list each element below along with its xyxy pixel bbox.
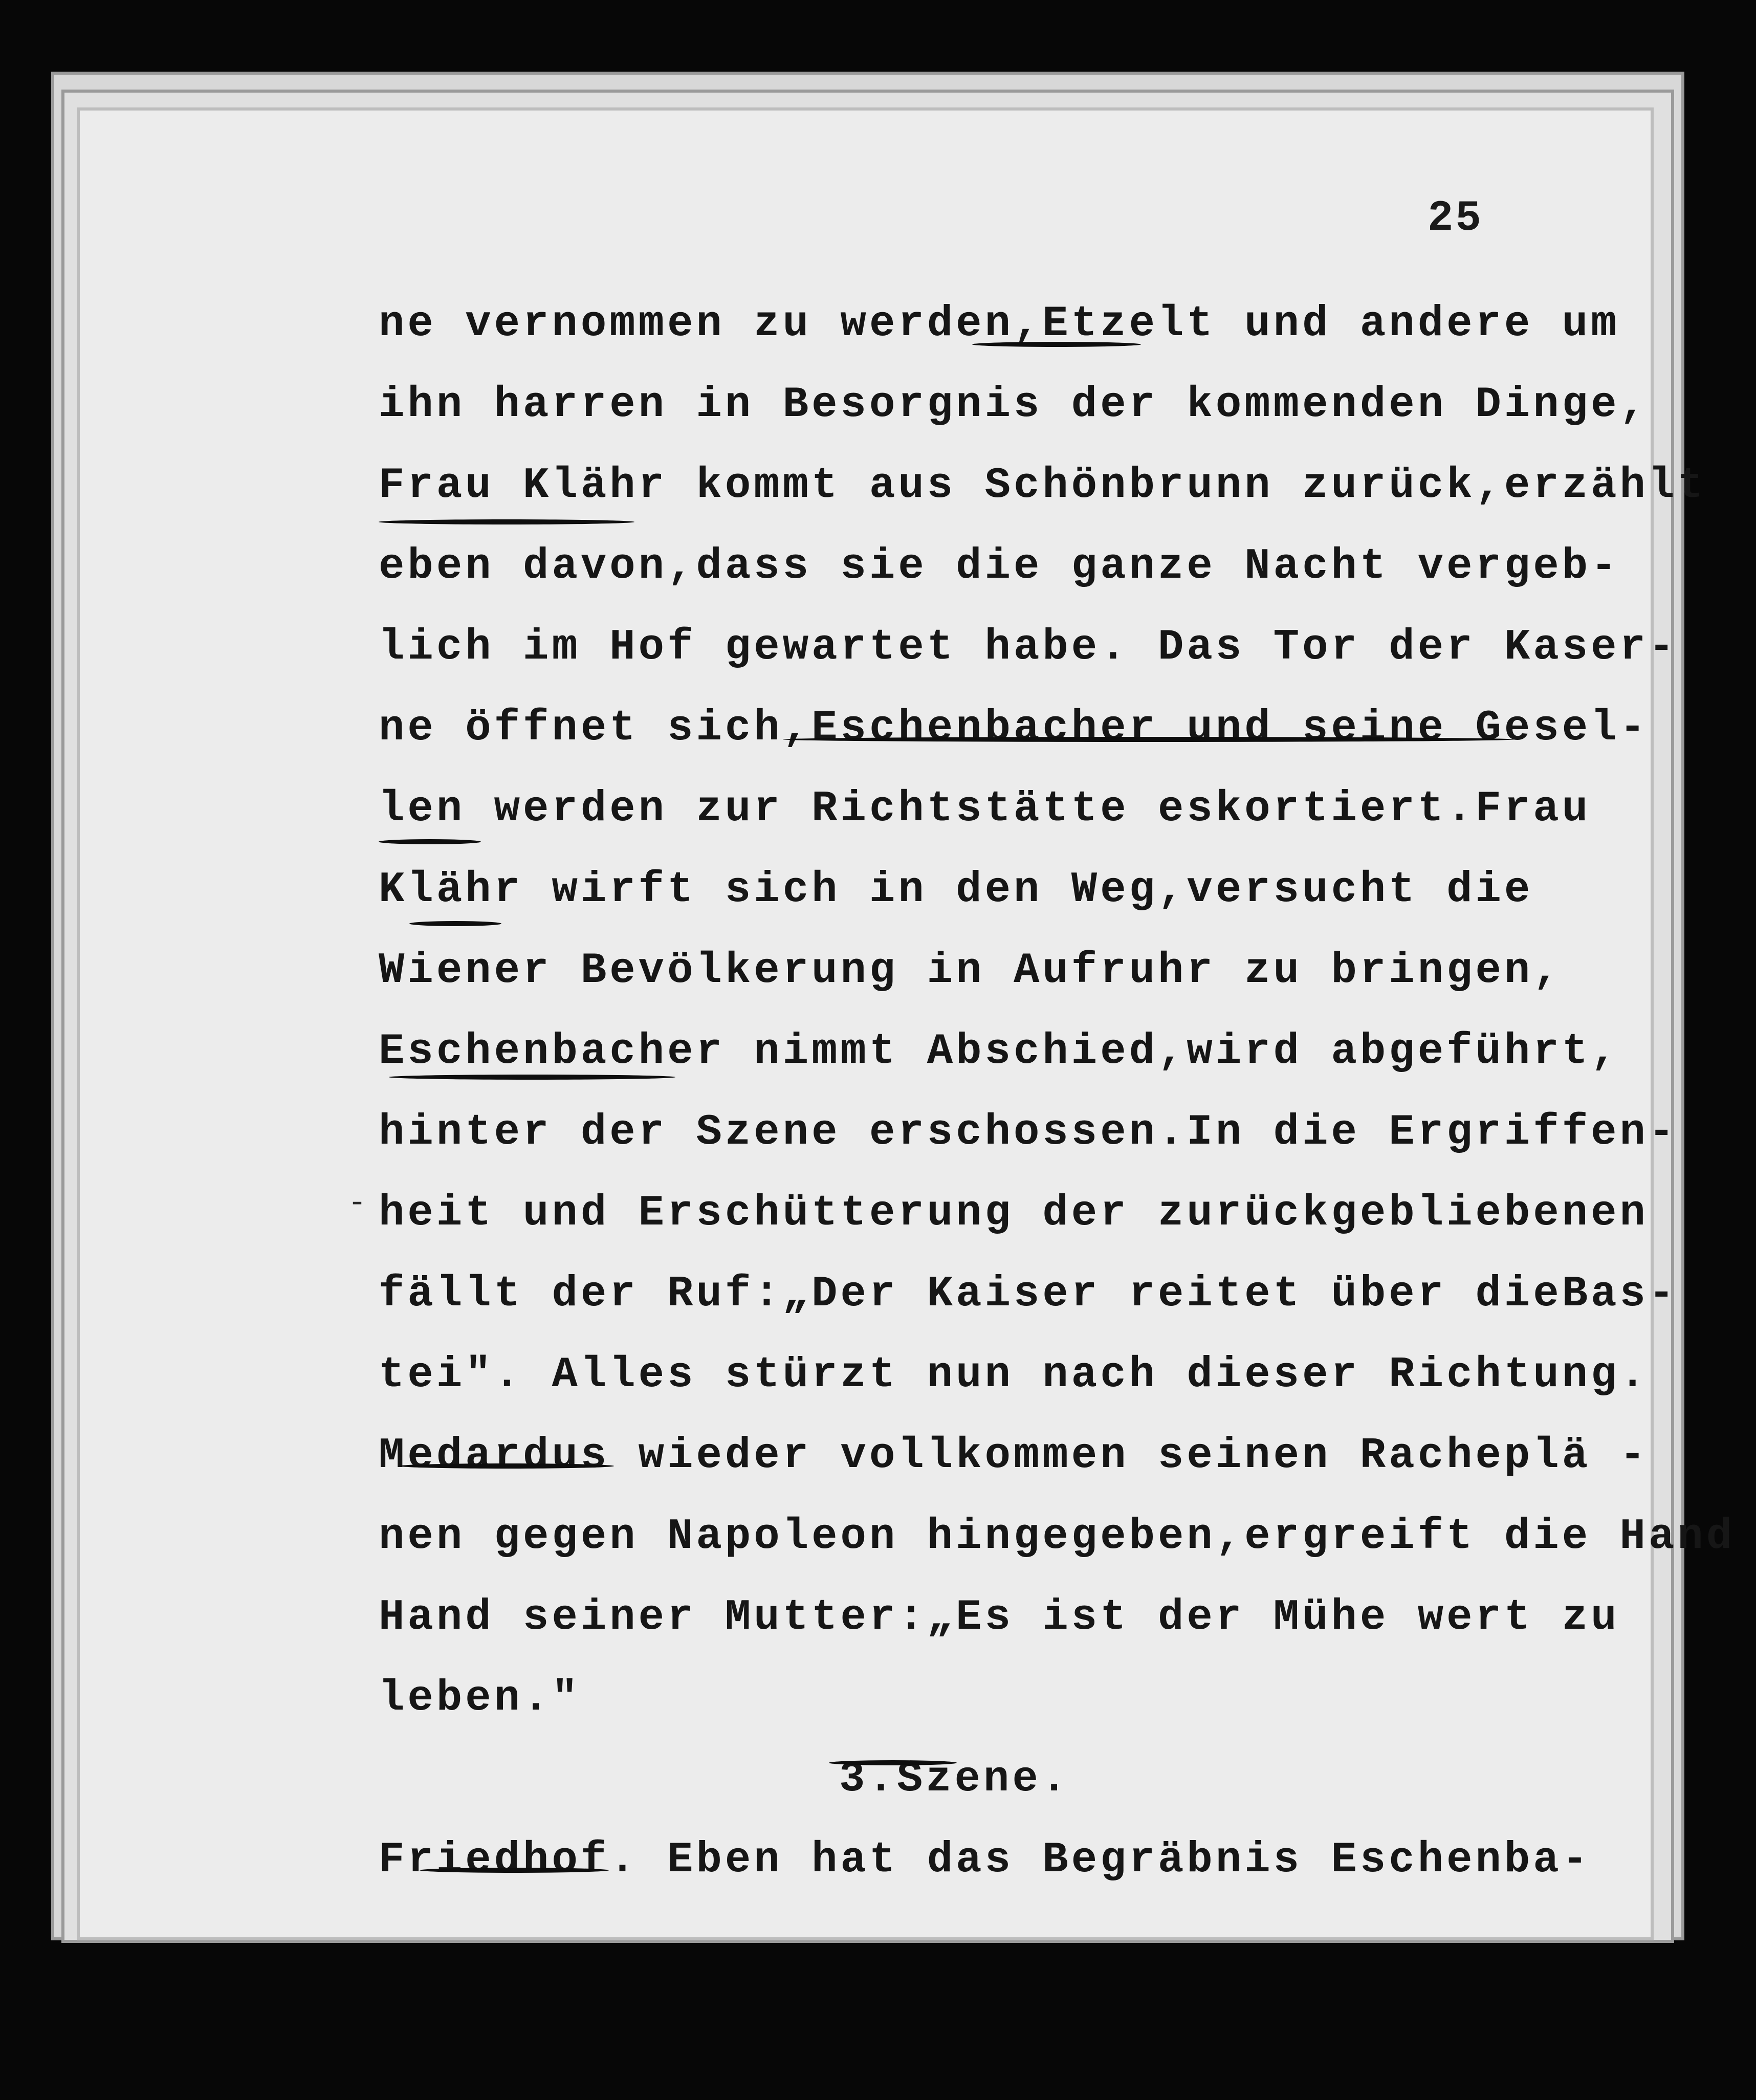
text-line: Klähr wirft sich in den Weg,versucht die [379,866,1533,914]
underline-frau-klaehr [379,519,634,524]
text-line: Medardus wieder vollkommen seinen Racheplä - [379,1432,1649,1480]
text-line: Frau Klähr kommt aus Schönbrunn zurück,erzählt [379,462,1706,510]
underline-eschenbacher [389,1075,675,1080]
underline-friedhof [420,1868,609,1873]
text-line: Wiener Bevölkerung in Aufruhr zu bringen, [379,947,1562,995]
text-line: fällt der Ruf:„Der Kaiser reitet über dieBas- [379,1270,1678,1319]
underline-medardus [399,1463,614,1469]
underline-klaehr [409,921,501,926]
text-line: ne vernommen zu werden,Etzelt und andere um [379,300,1620,348]
underline-eschenbacher-gesellen [783,737,1514,742]
text-line: hinter der Szene erschossen.In die Ergriffen- [379,1108,1678,1157]
typed-text-body [379,284,1736,1901]
text-line-last: Friedhof. Eben hat das Begräbnis Eschenba- [379,1836,1591,1885]
text-line: Hand seiner Mutter:„Es ist der Mühe wert zu [379,1593,1620,1642]
text-line: nen gegen Napoleon hingegeben,ergreift die Hand [379,1513,1736,1561]
scene-heading: 3.Szene. [839,1755,1070,1804]
text-line: ne öffnet sich,Eschenbacher und seine Gesel- [379,704,1649,753]
margin-dash: - [348,1186,367,1221]
text-line: Eschenbacher nimmt Abschied,wird abgeführt, [379,1027,1620,1076]
text-line: ihn harren in Besorgnis der kommenden Dinge, [379,381,1649,429]
underline-len [379,839,481,844]
page-number: 25 [1428,194,1483,243]
text-line: len werden zur Richtstätte eskortiert.Frau [379,785,1591,834]
text-line: tei". Alles stürzt nun nach dieser Richtung. [379,1351,1649,1399]
underline-etzelt [972,342,1141,347]
text-line: heit und Erschütterung der zurückgebliebenen [379,1189,1649,1238]
text-line: leben." [379,1674,581,1723]
text-line: eben davon,dass sie die ganze Nacht vergeb- [379,542,1620,591]
text-line: lich im Hof gewartet habe. Das Tor der Kaser- [379,623,1678,672]
underline-szene [829,1760,957,1765]
